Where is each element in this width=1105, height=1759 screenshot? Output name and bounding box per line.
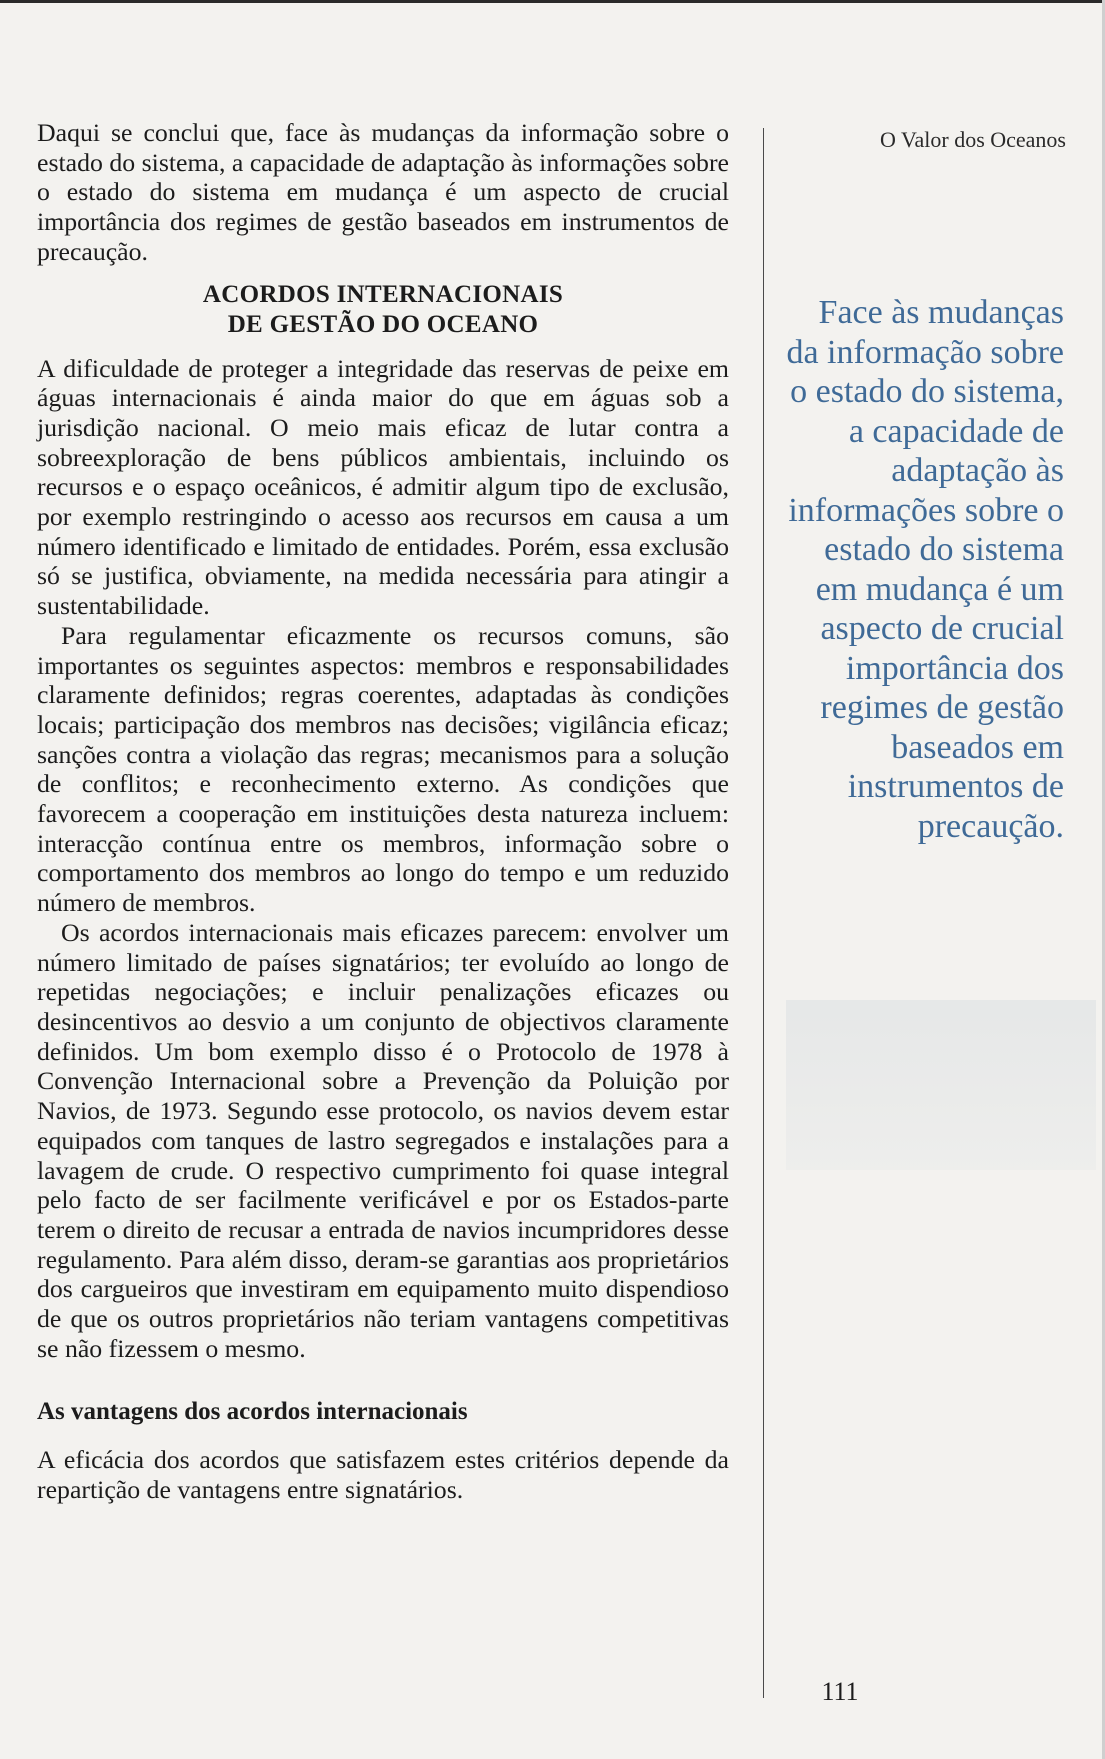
subsection-heading: As vantagens dos acordos internacionais [37,1398,468,1426]
show-through-image [786,1000,1096,1170]
top-edge-line [0,0,1105,3]
column-divider [763,128,764,1698]
body-paragraph-1: A dificuldade de proteger a integridade das reservas de peixe em águas internacionais é ainda maior do que em águas sob a jurisdição nacional. O meio mais eficaz de lutar contra a sobreexploração de bens públicos ambientais, incluindo os recursos e o espaço oceânicos, é admitir algum tipo de exclusão, por exemplo restringindo o acesso aos recursos em causa a um número identificado e limitado de entidades. Porém, essa exclusão só se justifica, obviamente, na medida necessária para atingir a sustentabilidade. [37,353,729,621]
body-paragraph-2: Para regulamentar eficazmente os recursos comuns, são importantes os seguintes aspectos: membros e responsabilidades claramente definidos; regras coerentes, adaptadas às condições locais; participação dos membros nas decisões; vigilância eficaz; sanções contra a violação das regras; mecanismos para a solução de conflitos; e reconhecimento externo. As condições que favorecem a cooperação em instituições desta natureza incluem: interacção contínua entre os membros, informação sobre o comportamento dos membros ao longo do tempo e um reduzido número de membros. [37,620,729,918]
body-paragraph-3: Os acordos internacionais mais eficazes parecem: envolver um número limitado de países signatários; ter evoluído ao longo de repetidas negociações; e incluir penalizações eficazes ou desincentivos ao desvio a um conjunto de objectivos claramente definidos. Um bom exemplo disso é o Protocolo de 1978 à Convenção Internacional sobre a Prevenção da Poluição por Navios, de 1973. Segundo esse protocolo, os navios devem estar equipados com tanques de lastro segregados e instalações para a lavagem de crude. O respectivo cumprimento foi quase integral pelo facto de ser facilmente verificável e por os Estados-parte terem o direito de recusar a entrada de navios incumpridores desse regulamento. Para além disso, deram-se garantias aos proprietários dos cargueiros que investiram em equipamento muito dispendioso de que os outros proprietários não teriam vantagens competitivas se não fizessem o mesmo. [37,917,729,1363]
section-heading-line-2: DE GESTÃO DO OCEANO [227,310,539,338]
running-head: O Valor dos Oceanos [880,127,1066,152]
page-number: 111 [821,1677,859,1706]
section-heading-line-1: ACORDOS INTERNACIONAIS [202,280,564,308]
section-heading [37,280,729,340]
body-paragraph-4: A eficácia dos acordos que satisfazem estes critérios depende da repartição de vantagens entre signatários. [37,1445,729,1505]
main-text-column [37,118,729,1505]
intro-paragraph: Daqui se conclui que, face às mudanças da informação sobre o estado do sistema, a capacidade de adaptação às informações sobre o estado do sistema em mudança é um aspecto de crucial importância dos regimes de gestão baseados em instrumentos de precaução. [37,118,729,266]
pull-quote: Face às mudanças da informação sobre o estado do sistema, a capacidade de adaptação às informações sobre o estado do sistema em mudança é um aspecto de crucial importância dos regimes de gestão baseados em instrumentos de precaução. [786,294,1064,845]
